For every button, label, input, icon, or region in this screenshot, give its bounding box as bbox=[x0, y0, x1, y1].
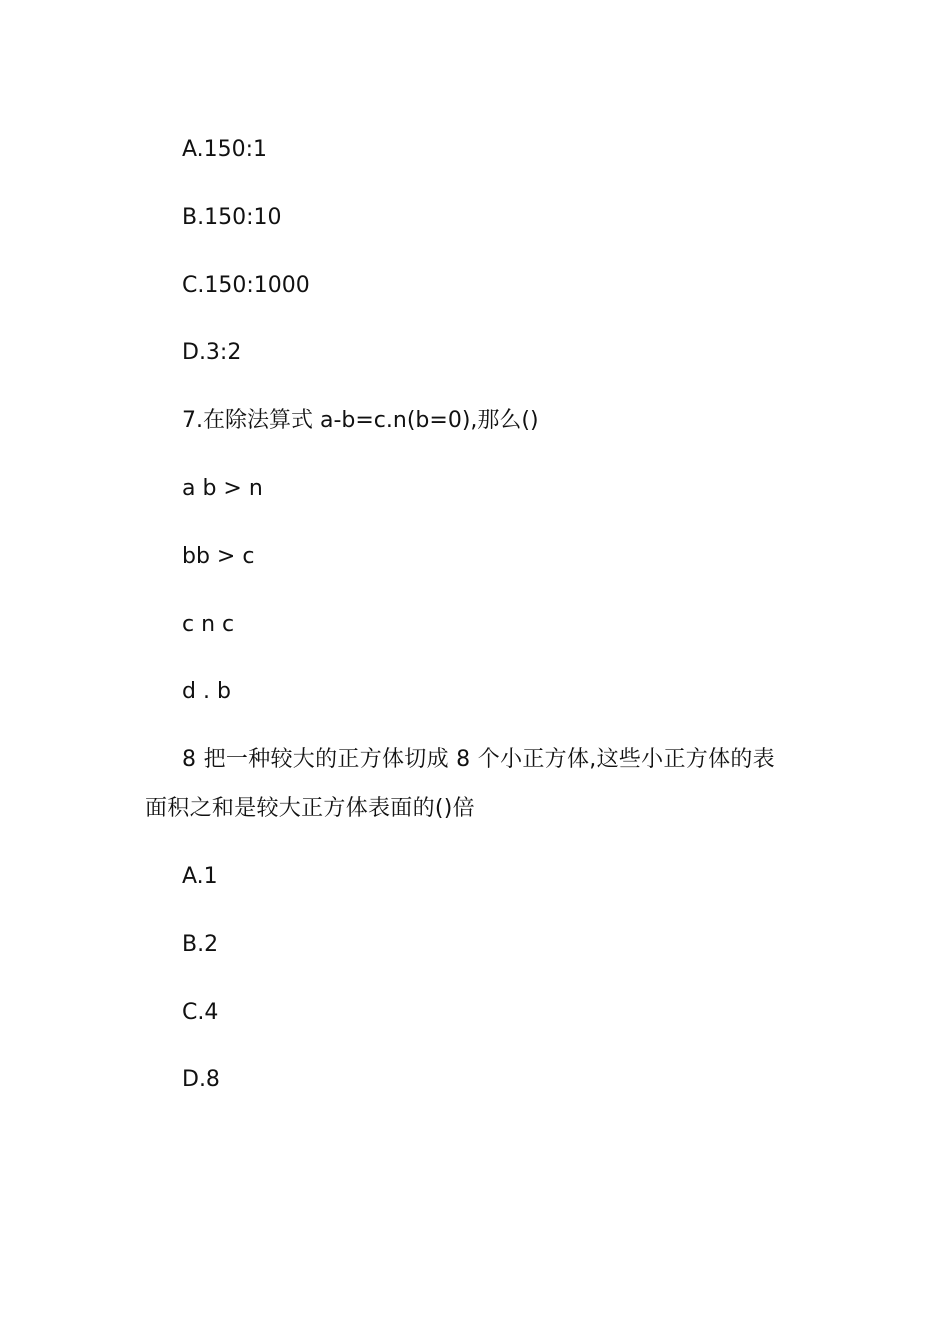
q8-option-d: D.8 bbox=[182, 1067, 220, 1092]
q7-option-b: bb > c bbox=[182, 544, 255, 569]
q6-option-c: C.150:1000 bbox=[182, 273, 310, 298]
q7-option-a: a b > n bbox=[182, 476, 263, 501]
q8-option-a: A.1 bbox=[182, 864, 218, 889]
q7-option-c: c n c bbox=[182, 612, 235, 637]
q8-stem: 8 把一种较大的正方体切成 8 个小正方体,这些小正方体的表面积之和是较大正方体表面的()倍 bbox=[145, 747, 775, 821]
q6-option-a: A.150:1 bbox=[182, 137, 268, 162]
q6-option-b: B.150:10 bbox=[182, 205, 282, 230]
q7-option-d: d . b bbox=[182, 679, 231, 704]
q8-option-b: B.2 bbox=[182, 932, 219, 957]
q8-option-c: C.4 bbox=[182, 1000, 219, 1025]
q7-stem: 7.在除法算式 a-b=c.n(b=0),那么() bbox=[182, 408, 539, 433]
q6-option-d: D.3:2 bbox=[182, 340, 242, 365]
